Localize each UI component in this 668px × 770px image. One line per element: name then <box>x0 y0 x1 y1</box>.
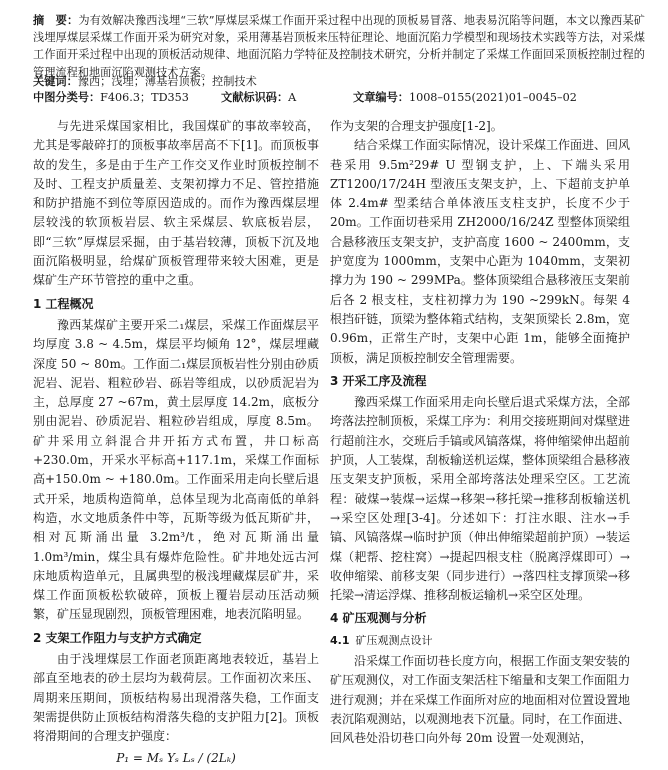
section-4-1-title: 矿压观测点设计 <box>355 633 433 647</box>
section-2-text: 由于浅埋煤层工作面老顶距离地表较近，基岩上部直至地表的砂土层均为载荷层。工作面初次来压、周期来压期间，顶板结构易出现滑落失稳，工作面支架需提供防止顶板结构滑落失稳的支护阻力[2]。顶板将滑期间的合理支护强度： <box>33 652 319 744</box>
abstract-text: 为有效解决豫西浅埋“三软”厚煤层采煤工作面开采过程中出现的顶板易冒落、地表易沉陷等问题，本文以豫西某矿浅埋厚煤层采煤工作面开采为研究对象，采用薄基岩顶板来压特征理论、地面沉陷力学模型和现场技术实践等方法，对采煤工作面开采过程中出现的顶板活动规律、地面沉陷力学特征及控制技术研究，分析并制定了采煤工作面回采顶板控制过程的管理流程和地面沉陷观测技术方案。 <box>33 14 645 79</box>
article-no-value: 1008–0155(2021)01–0045–02 <box>408 91 577 104</box>
intro-paragraph: 与先进采煤国家相比，我国煤矿的事故率较高，尤其是零敲碎打的顶板事故率居高不下[1]。而顶板事故的发生，多是由于生产工作交叉作业时顶板控制不及时、工程支护质量差、支架初撑力不足、管控措施和防护措施不到位等原因造成的。而作为豫西煤层埋层较浅的软顶板岩层、软主采煤层、软底板岩层，即“三软”厚煤层采掘，由于基岩较薄，顶板下沉及地面沉陷极明显，给煤矿顶板管理带来较大困难，更是煤矿生产环节管控的重中之重。 <box>33 119 319 288</box>
support-paragraph: 结合采煤工作面实际情况，设计采煤工作面进、回风巷采用 9.5m²29# U 型钢支护，上、下端头采用 ZT1200/17/24H 型液压支架支护，上、下超前支护单体 2.4m# 型柔结合单体液压支柱支护，长度不少于 20m。工作面切巷采用 ZH2000/16/24Z 型整体顶梁组合悬移液压支架支护，支护高度 1600 ~ 2400mm，支护宽度为 1000mm，支架中心距为 1040mm，支架初撑力为 190 ~ 299MPa。整体顶梁组合悬移液压支架前后各 2 根支柱，支柱初撑力为 190 ~299kN。每架 4 根挡矸链，顶梁为整体箱式结构，支架顶梁长 2.8m，宽 0.96m，正常生产时，支架中心距 1m，能够全面掩护顶板，满足顶板控制安全管理需要。 <box>330 138 631 365</box>
section-4-1-text: 沿采煤工作面切巷长度方向，根据工作面支架安装的矿压观测仪，对工作面支架活柱下缩量和支架工作面阻力进行观测；并在采煤工作面所对应的地面相对位置设置地表沉陷观测站，以观测地表下沉量。同时，在工作面进、回风巷处沿切巷口向外每 20m 设置一处观测站， <box>330 654 631 746</box>
continued-paragraph: 作为支架的合理支护强度[1-2]。 <box>330 119 503 133</box>
section-3-title: 3 开采工序及流程 <box>330 373 427 388</box>
keywords-label: 关键词： <box>33 75 78 88</box>
section-4-1-number: 4.1 <box>330 633 350 647</box>
article-no-label: 文章编号： <box>353 91 409 104</box>
left-column <box>33 117 319 770</box>
keywords-text: 豫西；浅埋；薄基岩顶板；控制技术 <box>77 75 257 88</box>
abstract <box>33 12 645 81</box>
section-2-title: 2 支架工作阻力与支护方式确定 <box>33 630 202 645</box>
section-1-text: 豫西某煤矿主要开采二₁煤层，采煤工作面煤层平均厚度 3.8 ~ 4.5m，煤层平均倾角 12°，煤层埋藏深度 50 ~ 80m。工作面二₁煤层顶板岩性分别由砂质泥岩、泥岩、粗粒砂岩、砾岩等组成，以砂质泥岩为主，总厚度 27 ~67m，黄土层厚度 14.2m，底板分别由泥岩、砂质泥岩、粗粒砂岩组成，厚度 8.5m。矿井采用立斜混合井开拓方式布置，井口标高+230.0m，开采水平标高+117.1m，采煤工作面标高+150.0m ~ +180.0m。工作面采用走向长壁后退式开采，地质构造简单，总体呈现为北高南低的单斜构造，水文地质条件中等，瓦斯等级为低瓦斯矿井，相对瓦斯涌出量 3.2m³/t，绝对瓦斯涌出量 1.0m³/min，煤尘具有爆炸危险性。矿井地处远古河床地质构造单元，且属典型的极浅埋藏煤层矿井，采煤工作面顶板松软破碎，顶板上覆岩层动压活动频繁，矿压显现剧烈，顶板管理困难，地表沉陷明显。 <box>33 317 319 622</box>
abstract-label: 摘 要： <box>33 14 79 27</box>
doc-code-value: A <box>288 91 297 104</box>
section-1-title: 1 工程概况 <box>33 296 94 311</box>
section-4-title: 4 矿压观测与分析 <box>330 611 427 626</box>
support-formula: P₁ = Mₛ Yₛ Lₛ / (2Lₖ) <box>116 750 236 765</box>
doc-code-label: 文献标识码： <box>221 91 289 104</box>
section-4-1-heading <box>330 631 630 650</box>
classification-row <box>33 88 645 107</box>
cls-label: 中图分类号： <box>33 91 101 104</box>
section-3-text: 豫西采煤工作面采用走向长壁后退式采煤方法，全部垮落法控制顶板，采煤工序为：利用交接班期间对煤壁进行超前注水，交班后手镐或风镐落煤，将伸缩梁伸出超前护顶，人工装煤，刮板输送机运煤，整体顶梁组合悬移液压支架支护顶板，采用全部垮落法处理采空区。工艺流程：破煤→装煤→运煤→移架→移托梁→推移刮板输送机→采空区处理[3-4]。分述如下：打注水眼、注水→手镐、风镐落煤→临时护顶（伸出伸缩梁超前护顶）→装运煤（耙帮、挖柱窝）→提起四根支柱（脱离浮煤即可）→收伸缩梁、前移支架（同步进行）→落四柱支撑顶梁→移托梁→清运浮煤、推移刮板运输机→采空区处理。 <box>330 395 631 603</box>
cls-value: F406.3；TD353 <box>100 91 189 104</box>
